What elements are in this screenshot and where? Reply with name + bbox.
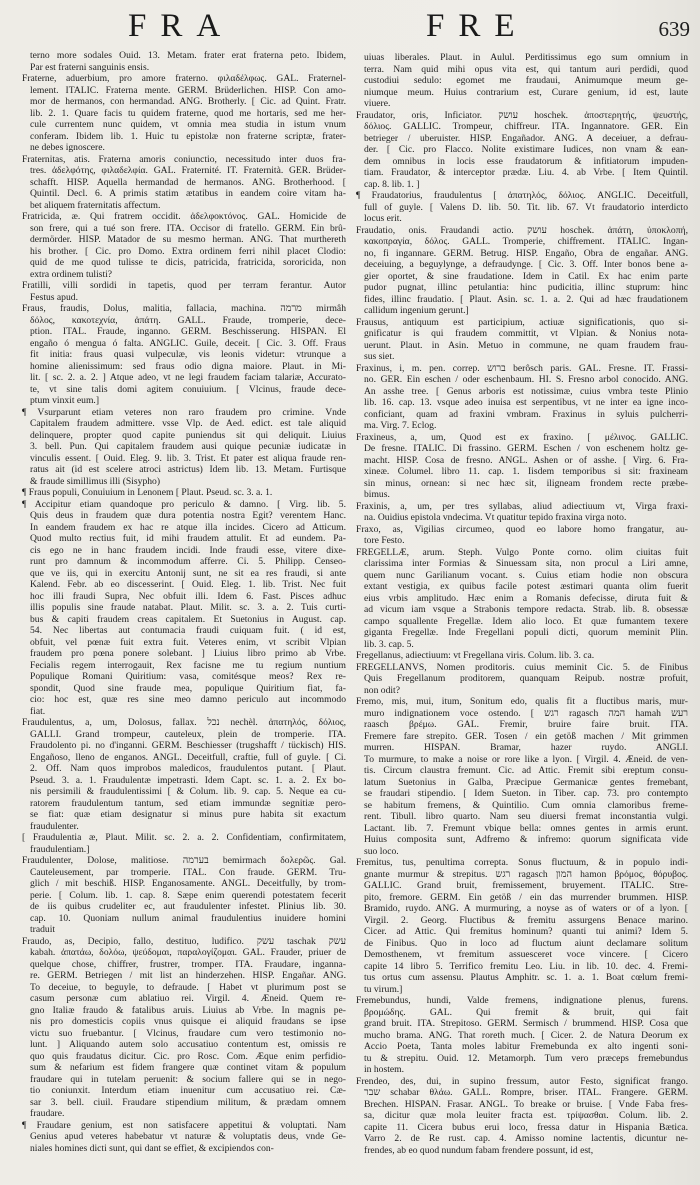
text-line: quelque chose, chiffrer, frustrer, tromper. ITA. Fraudare, inganna-: [30, 958, 346, 970]
text-line: Fraudator, oris, Inficiator. עושק hoschek. ἀποστερητής, ψευστής,: [356, 109, 688, 121]
text-line: ¶ Fraus populi, Conuiuium in Lenonem [ Plaut. Pseud. sc. 3. a. 1.: [22, 487, 273, 498]
text-line: sum & nefarium est fidem frangere quæ continet vitam & populum: [30, 1062, 346, 1073]
text-line: δόλιος. GALLIC. Trompeur, chiffreur. ITA. Ingannatore. GER. Ein: [364, 121, 688, 132]
text-line: δόλος, κακοτεχνία, ἀπάτη. GALL. Fraude, tromperie, dece-: [30, 314, 346, 326]
text-line: To murmure, to make a noise or rore like a lyon. [ Virgil. 4. Æneid. de ven-: [364, 753, 688, 765]
text-line: Fecialis regem interrogauit, Rex facisne me tu regium nuntium: [30, 659, 346, 671]
dictionary-entry: [22, 303, 346, 407]
text-line: ¶ Fraudatorius, fraudulentus [ ἀπατηλός, δόλιος. ANGLIC. Deceitfull,: [356, 190, 688, 201]
text-line: delinquere, propter quod capite puniendus sit qui deliquit. Liuius: [30, 429, 346, 441]
page-number: 639: [658, 17, 690, 41]
dictionary-entry: [356, 662, 688, 697]
dictionary-entry: [22, 499, 346, 718]
text-line: perie. [ Colum. lib. 1. cap. 8. Sæpe enim querendi potestatem fecerit: [30, 889, 346, 901]
text-line: Virgil. 2. Georg. Fluctibus & fremitu assurgens Benace marino.: [364, 914, 688, 926]
text-line: fraudare.: [30, 1108, 65, 1119]
text-line: capite 14 libro 5. Terrifico fremitu Leo. Liu. in lib. 10. dec. 4. Fremi-: [364, 960, 688, 972]
dictionary-entry: [22, 407, 346, 488]
text-line: re. GERM. Betriegen / mit list an hinderzehen. HISP. Engañar. ANG.: [30, 970, 346, 981]
text-line: uerunt. Plaut. in Asin. Metuo in commune, ne quam fraudem frau-: [364, 339, 688, 351]
text-line: dem omnibus in locis esse fraudatorum & infitiatorum impuden-: [364, 155, 688, 167]
text-line: Fraudulentus, a, um, Dolosus, fallax. נכל nechèl. ἀπατηλός, δόλιος,: [22, 717, 346, 728]
text-line: se fraudari stipendio. [ Idem Sueton. in Tiber. cap. 73. pro contempto: [364, 788, 688, 799]
text-line: tore Festo.: [364, 535, 405, 546]
text-line: de Finibus. Quo in loco ad fluctum aiunt declamare solitum: [364, 937, 688, 949]
dictionary-entry: [356, 1076, 688, 1157]
text-line: ratus ait (id est scelere atroci astrictus) Idem lib. 13. Metam. Furtisque: [30, 464, 346, 475]
running-head-right: FRE: [426, 8, 529, 44]
text-line: Par est fraterni sanguinis ensis.: [30, 61, 150, 73]
text-line: ptum vinxit eum.]: [30, 395, 100, 406]
running-head-left: FRA: [128, 8, 235, 44]
dictionary-entry: [22, 73, 346, 154]
text-line: non odit?: [364, 684, 400, 696]
dictionary-entry: [22, 280, 346, 303]
text-line: tus ortus cum assensu. Plautus Amphitr. sc. 1. a. 1. Boat cœlum fremi-: [364, 972, 688, 983]
text-line: Fraxinis, a, um, per tres syllabas, aliud adiectiuum vt, Virga fraxi-: [356, 500, 688, 512]
text-line: Fraudolento pi. no d'inganni. GERM. Beschiesser (trugshafft / tückisch) HIS.: [30, 740, 346, 751]
text-line: κακοπραγία, δόλος. GALL. Tromperie, chiffrement. ITALIC. Ingan-: [364, 236, 688, 247]
text-line: Frausus, antiquum est participium, actiuæ significationis, quo si-: [356, 316, 688, 328]
text-line: cap. 8. lib. 1. ]: [364, 178, 420, 190]
text-line: Populique Romani Quiritium: vasa, comitésque meos? Rex re-: [30, 671, 346, 682]
dictionary-entry: [356, 995, 688, 1076]
text-line: Fraus, fraudis, Dolus, malitia, fallacia, machina. מרמה mirmâh: [22, 303, 346, 314]
text-line: raasch βρέμω. GAL. Fremir, bruire faire bruit. ITA.: [364, 719, 688, 730]
text-line: lit. [ sc. 2. a. 2. ] Atque adeo, vt ne legi fraudem faciam talariæ, Accurato-: [30, 372, 346, 383]
text-line: son frere, qui a tué son frere. ITA. Occisor di fratello. GERM. Ein brû-: [30, 222, 346, 234]
text-line: kabah. ἀπατάω, δολόω, ψεύδομαι, παραλογίζομαι. GAL. Frauder, priuer de: [30, 947, 346, 958]
text-line: [ Fraudulentia æ, Plaut. Milit. sc. 2. a. 2. Confidentiam, confirmitatem,: [22, 832, 346, 843]
text-line: Huius composita sunt, Adfremo & infremo: quorum significata vide: [364, 834, 688, 845]
text-line: schafft. HISP. Aquella hermandad de hermanos. ANG. Brotherhood. [: [30, 176, 346, 188]
text-line: Fraternitas, atis. Fraterna amoris coniunctio, necessitudo inter duos fra-: [22, 153, 346, 165]
text-line: custodiui sedulo: egomet me fraudaui, Animumque meum ge-: [364, 75, 688, 86]
text-line: 3. bell. Pun. Qui capitalem fraudem ausi quique pecuniæ iudicatæ in: [30, 441, 346, 452]
dictionary-entry: [356, 110, 688, 191]
text-line: Quis deus in fraudem quæ dura potentia nostra Egit? verentem Hanc.: [30, 510, 346, 521]
text-line: FREGELLÆ, arum. Steph. Vulgo Ponte corno. olim ciuitas fuit: [356, 546, 688, 558]
text-line: tio coniunxit. Interdum etiam inuenitur cum accusatiuo rei. Cæ-: [30, 1085, 346, 1096]
text-line: no. GER. Ein eschen / oder eschenbaum. HI. S. Fresno arbol conocido. ANG.: [364, 374, 688, 385]
text-line: fraudulentiam.]: [30, 843, 90, 855]
dictionary-entry: [22, 832, 346, 855]
text-line: cis ego ne in hanc fraudem incidi. Inde fraudi esse, vitere dixe-: [30, 544, 346, 556]
text-line: gier oportet, & sine fraudatione. Idem in Catil. Ex hac enim parte: [364, 270, 688, 282]
text-line: uiuas liberales. Plaut. in Aulul. Perditissimus ego sum omnium in: [364, 52, 688, 63]
text-line: 54. Nec libertas aut contumacia fraudi cuiquam fuit. ( id est,: [30, 625, 346, 636]
text-line: fraudem pro pœna ponere solebant. ] Liuius libro primo ab Vrbe.: [30, 648, 346, 659]
text-line: grand bruit. ITA. Strepitoso. GERM. Sermisch / brummend. HISP. Cosa que: [364, 1018, 688, 1029]
text-line: In eandem fraudem ex hac re atque illa incides. Cicero ad Atticum.: [30, 521, 346, 533]
text-line: capite 11. Cicera bubus erui loco, fressa datur in Hispania Bætica.: [364, 1121, 688, 1133]
text-line: homine alienissimum: sed fraus odio digna maiore. Plaut. in Mi-: [30, 360, 346, 372]
dictionary-entry: [22, 487, 346, 499]
text-line: bet aliquem fraternitatis affectum.: [30, 199, 161, 211]
text-line: gnante murmur & strepitus. רגש ragasch המון hamon βρόμος, θόρυβος.: [364, 868, 688, 880]
text-line: Quintil. Decl. 6. A primis statim ætatibus in eandem coire vitam ha-: [30, 188, 346, 199]
dictionary-entry: [356, 696, 688, 857]
text-line: hoc illi fraudi Supra, Nec obfuit illi. Idem 6. Fast. Pisces adhuc: [30, 590, 346, 602]
text-line: pudor pugnat, illinc petulantia: hinc pudicitia, illinc stuprum: hinc: [364, 282, 688, 293]
text-line: quem nunc Garilianum vocant. s. Cuius etiam hodie non obscura: [364, 569, 688, 581]
text-line: runt pro damnum & incommodum afferre. Ci. 5. Philipp. Censeo-: [30, 556, 346, 567]
text-line: extra ordinem tulisti?: [30, 268, 113, 280]
text-line: campo squallente Fregellæ. Idem alio loco. Et quæ fumantem texere: [364, 615, 688, 627]
dictionary-entry: [22, 855, 346, 936]
text-line: FREGELLANVS, Nomen proditoris. cuius meminit Cic. 5. de Finibus: [356, 661, 688, 673]
text-line: pito, fremore. GERM. Ein getöß / ein das murrender brummen. HISP.: [364, 891, 688, 903]
text-line: Fratricida, æ. Qui fratrem occidit. ἀδελφοκτόνος. GAL. Homicide de: [22, 211, 346, 222]
text-line: vinculis essent. [ Ouid. Eleg. 9. lib. 3. Trist. Et pater est aliqua fraude ren-: [30, 452, 346, 464]
dictionary-entry: [22, 936, 346, 1120]
text-line: giganta Fregellæ. Inde Fregellani populi dicti, quorum meminit Plin.: [364, 627, 688, 638]
text-line: lement. ITALIC. Fraterna mente. GERM. Brüderlichen. HISP. Con amo-: [30, 84, 346, 96]
text-line: ¶ Vsurparunt etiam veteres non raro fraudem pro crimine. Vnde: [22, 406, 346, 418]
text-line: his brother. [ Cic. pro Domo. Extra ordinem ferri nihil placet Clodio:: [30, 245, 346, 257]
dictionary-entry: [22, 50, 346, 73]
text-line: Brechen. HISPAN. Frasar. ANGL. To breake or bruise. [ Vnde Faba fres-: [364, 1098, 688, 1110]
text-line: mor de hermanos, con hermandad. ANG. Brotherly. [ Cic. ad Quint. Fratr.: [30, 96, 346, 107]
text-line: Cauteleusement, par tromperie. ITAL. Con fraude. GERM. Tru-: [30, 866, 346, 878]
text-line: ¶ Accipitur etiam quandoque pro periculo & damno. [ Virg. lib. 5.: [22, 498, 346, 510]
dictionary-entry: [356, 524, 688, 547]
dictionary-entry: [356, 317, 688, 363]
text-line: gno Italiæ fraudo & fatalibus aruis. Liuius ab Vrbe. In magnis pe-: [30, 1004, 346, 1016]
text-line: Engañoso, lleno de enganos. ANGL. Deceitfull, craftie, full of guyle. [ Ci.: [30, 751, 346, 763]
text-line: engaño ó mengua ó falta. ANGLIC. Guile, deceit. [ Cic. 3. Off. Fraus: [30, 337, 346, 349]
dictionary-entry: [356, 190, 688, 225]
text-line: Fraterne, aduerbium, pro amore fraterno. φιλαδέλφως. GAL. Fraternel-: [22, 73, 346, 84]
text-line: Fraxineus, a, um, Quod est ex fraxino. [ μέλινος. GALLIC.: [356, 431, 688, 443]
text-line: quo quis fraudatus dicitur. Cic. pro Rosc. Com. Æque enim perfidio-: [30, 1050, 346, 1062]
text-line: fit initia: fraus quasi vulpeculæ, vis leonis videtur: vtrunque a: [30, 349, 346, 360]
text-line: ne debes ignoscere.: [30, 142, 105, 153]
text-line: Frendeo, des, dui, in supino fressum, autor Festo, significat frango.: [356, 1075, 688, 1087]
text-line: victu suo fruebantur. [ Vlcinus, fraudare cum vero testimonio no-: [30, 1027, 346, 1039]
dictionary-entry: [356, 225, 688, 317]
dictionary-entry: [356, 650, 688, 662]
text-line: Fraudatio, onis. Fraudandi actio. עושק hoschek. ἀπάτη, ὑποκλοπή,: [356, 224, 688, 236]
text-line: βρομώδης. GAL. Qui fremit & bruit, qui fait: [364, 1006, 688, 1018]
text-line: Demosthenem, vt fremitum assuesceret voce vincere. [ Cicero: [364, 949, 688, 960]
text-line: extant vestigia, ex quibus facile potest æstimari quanta olim fuerit: [364, 581, 688, 592]
text-line: suo loco.: [364, 845, 399, 857]
text-line: 2. Off. Nam quos improbos maledicos, fraudulentos putant. [ Plaut.: [30, 763, 346, 774]
text-line: se habitum fremens, & Quintilio. Cum omnia clamoribus freme-: [364, 799, 688, 811]
text-line: & fraude simillimus illi (Sisypho): [30, 475, 161, 487]
dictionary-entry: [356, 857, 688, 995]
text-line: Festus apud.: [30, 291, 78, 303]
text-line: lib. 3. cap. 5.: [364, 638, 414, 650]
text-line: Pseud. 3. a. 1. Fraudulentæ impetrasti. Idem Capt. sc. 1. a. 2. Ex bo-: [30, 774, 346, 786]
text-line: casum personæ cum ablatiuo rei. Virgil. 4. Æneid. Quem re-: [30, 993, 346, 1004]
text-line: שבר schabar θλάω. GALL. Rompre, briser. ITAL. Frangere. GERM.: [364, 1087, 688, 1098]
text-line: bimus.: [364, 489, 390, 500]
text-line: frendes, ab eo quod nundum fabam frendere possunt, id est,: [364, 1144, 594, 1156]
text-line: xineæ. Columel. libro 11. cap. 1. Iisdem temporibus si sit: fraxineam: [364, 466, 688, 477]
text-line: niales homines dicti sunt, qui dant se effiet, & excipiendos con-: [30, 1142, 274, 1154]
text-line: callidum ingenium gerunt.]: [364, 305, 469, 316]
text-line: latum Suetonius in Galba, Præcipue Germanicæ gentes fremebant,: [364, 776, 688, 788]
text-line: GALLIC. Grand bruit, fremissement, bruyement. ITALIC. Stre-: [364, 880, 688, 891]
text-line: obfuit, vel pœnæ fuit extra fuit. Veteres enim, vt scribit Vlpian: [30, 636, 346, 648]
text-line: conficiant, quam ad fraxini vmbram. Fraxinus in syluis pulcherri-: [364, 408, 688, 420]
text-line: sar 3. bell. ciuil. Fraudare stipendium militum, & prædam omnem: [30, 1096, 346, 1108]
left-column: [22, 50, 346, 1154]
text-line: viuere.: [364, 98, 391, 109]
text-line: terno more sodales Ouid. 13. Metam. frater erat fraterna peto. Ibidem,: [30, 50, 346, 61]
text-line: deceiuing, a beguylynge, a defraudynge. [ Cic. 3. Off. Inter bonos bene a-: [364, 259, 688, 270]
text-line: lunt. ] Aliquando autem solo accusatiuo contentum est, omissis re: [30, 1039, 346, 1050]
text-line: lib. 16. cap. 13. vsque adeo inuisa est serpentibus, vt ne inter ea igne inco-: [364, 397, 688, 408]
text-line: betrieger / uberuister. HISP. Engañador. ANG. A deceiuer, a defrau-: [364, 132, 688, 144]
text-line: tu virum.]: [364, 983, 403, 995]
text-line: te, vt sine talis domi agitem conuiuium. [ Vlcinus, fraude dece-: [30, 383, 346, 395]
text-line: Fregellanus, adiectiuum: vt Fregellana viris. Colum. lib. 3. ca.: [356, 650, 595, 661]
text-line: fiat.: [30, 705, 46, 717]
text-line: illis populis sine fraude natabat. Plaut. Milit. sc. 3. a. 2. Tuis curti-: [30, 602, 346, 613]
text-line: Fremebundus, hundi, Valde fremens, indignatione plenus, furens.: [356, 995, 688, 1006]
text-line: traduit: [30, 924, 56, 935]
text-line: ption. ITAL. Fraude, inganno. GERM. Beschisserung. HISPAN. El: [30, 326, 346, 337]
text-line: macht. HISP. Cosa de fresno. ANGL. Ashen or of asshe. [ Virg. 6. Fra-: [364, 454, 688, 466]
text-line: ad vicum iam vsque a Strabonis tempore redacta. Strab. lib. 8. obsessæ: [364, 604, 688, 615]
right-column: [356, 52, 688, 1156]
text-line: Kalend. Febr. ab eo discesserint. [ Ouid. Eleg. 1. lib. Trist. Nec fuit: [30, 579, 346, 590]
text-line: Fraxinus, i, m. pen. correp. ברוש berôsch paris. GAL. Fresne. IT. Frassi-: [356, 362, 688, 374]
text-line: cule currentem nunc quidem, vt omnia mea studia in istum vnum: [30, 119, 346, 130]
text-line: rent. Tibull. libro quarto. Nam seu diuersi fremat inconstantia vulgi.: [364, 811, 688, 822]
text-line: no, fi ingannare. GERM. Betrug. HISP. Engaño, Obra de engañar. ANG.: [364, 247, 688, 259]
text-line: de iis quibus crudeliter ec, aut fraudulenter infestet. Plinius lib. 30.: [30, 901, 346, 912]
text-line: se fiat: quæ etiam designatur si minus pure habita sit exactum: [30, 809, 346, 820]
dictionary-entry: [356, 363, 688, 432]
dictionary-entry: [356, 432, 688, 501]
text-line: clarissima inter Formias & Sinuessam sita, non procul a Liri amne,: [364, 558, 688, 569]
text-line: tis. Circum claustra fremunt. Cic. ad Attic. Fremit sibi ereptum consu-: [364, 765, 688, 776]
text-line: Fratilli, villi sordidi in tapetis, quod per terram ferantur. Autor: [22, 280, 346, 291]
text-line: Capitalem fraudem admittere. vsse Vlp. de Aed. edict. est tale aliquid: [30, 418, 346, 429]
text-line: que ve iis, qui in exercitu Antonij sunt, ne sit ea res fraudi, si ante: [30, 567, 346, 579]
text-line: Quis Fregellanum proditorem, quanquam Reipub. nostræ profuit,: [364, 673, 688, 684]
text-line: spondit, Quod sine fraude mea, populique Quiritium fiat, fa-: [30, 682, 346, 694]
text-line: mucho brama. ANG. That roreth much. [ Cicer. 2. de Natura Deorum ex: [364, 1029, 688, 1041]
dictionary-entry: [356, 52, 688, 110]
text-line: full of guyle. [ Valens D. lib. 50. Tit. lib. 67. Vt fraudatorio interdicto: [364, 201, 688, 213]
text-line: De fresne. ITALIC. Di frassino. GERM. Eschen / von eschenem holtz ge-: [364, 443, 688, 454]
text-line: Cicer. ad Attic. Qui fremitus hominum? quanti tui animi? Idem 5.: [364, 926, 688, 937]
text-line: ¶ Fraudare genium, est non satisfacere appetitui & voluptati. Nam: [22, 1119, 346, 1131]
text-line: eius vrbis amplitudo. Hæc enim a Romanis defecisse, diruta fuit &: [364, 592, 688, 604]
text-line: conferam. Ibidem lib. 1. Huic tu epistolæ non fraterne scriptæ, frater-: [30, 130, 346, 142]
text-line: lib. 2. 1. Quare facis tu quidem fraterne, quod me hortaris, sed me her-: [30, 107, 346, 119]
text-line: gnificatur is qui fraudem committit, vt Vlpian. & Nonius nota-: [364, 328, 688, 339]
text-line: Fremere fare strepito. GER. Tosen / ein getöß machen / Mit grimmen: [364, 730, 688, 742]
dictionary-entry: [22, 211, 346, 280]
text-line: tres. ἀδελφότης, φιλαδελφία. GAL. Fraternité. IT. Fraternità. GER. Brüder-: [30, 165, 346, 176]
text-line: Bramido, ruydo. ANG. A murmuring, a noyse as of waters or of a lyon. [: [364, 903, 688, 914]
text-line: der. [ Cic. pro Flacco. Nolite existimare Iudices, non vnam & ean-: [364, 144, 688, 155]
text-line: cap. 10. Quoniam nullum animal fraudulentius inuidere homini: [30, 912, 346, 924]
text-line: tu & strepitu. Ouid. 12. Metamorph. Tum vero præceps fremebundus: [364, 1052, 688, 1064]
text-line: nis persimili & fraudulentissimi [ & Colum. lib. 9. cap. 5. Neque ea cu-: [30, 786, 346, 797]
text-line: quid de me quod tulisse te dicis, patricida, fratricida, sororicida, non: [30, 257, 346, 268]
dictionary-entry: [22, 717, 346, 832]
text-line: ma. Virg. 7. Eclog.: [364, 420, 437, 431]
text-line: dermörder. HISP. Matador de su mesmo herman. ANG. That murthereth: [30, 234, 346, 245]
text-line: ratorem fraudulentum tantum, sed etiam immundæ segnitiæ pero-: [30, 797, 346, 809]
text-line: bus & capiti fraudem creas capitalem. Et Suetonius in August. cap.: [30, 613, 346, 625]
text-line: in hostem.: [364, 1064, 404, 1075]
text-line: An asshe tree. [ Genus arboris est notissimæ, cuius vmbra teste Plinio: [364, 385, 688, 397]
text-line: Genius apud veteres habebatur vt naturæ & voluptatis deus, vnde Ge-: [30, 1131, 346, 1142]
text-line: Fraxo, as, Vigilias circumeo, quod eo labore homo frangatur, au-: [356, 523, 688, 535]
text-line: sus siet.: [364, 351, 395, 362]
text-line: fraudare qui in tutelam peruenit: & socium fallere qui se in nego-: [30, 1073, 346, 1085]
text-line: muro indignationem voce ostendo. [ רגש ragasch המה hamah רעש: [364, 707, 688, 719]
dictionary-entry: [22, 1120, 346, 1155]
text-line: Lactant. lib. 7. Fremunt vbique bella: omnes gentes in armis erunt.: [364, 822, 688, 834]
text-line: Accio Poeta, Tanta moles labitur Fremebunda ex alto ingenti soni-: [364, 1041, 688, 1052]
text-line: GALLI. Grand trompeur, cauteleux, plein de tromperie. ITA.: [30, 728, 346, 740]
text-line: Quod multo rectius fuit, id mihi fraudem attulit. Et ad eundem. Pa-: [30, 533, 346, 544]
text-line: nis pro domesticis copiis vnus quisque ei aliquid fraudans se ipse: [30, 1016, 346, 1027]
dictionary-entry: [22, 154, 346, 212]
text-line: fraudulenter.: [30, 820, 79, 832]
text-line: Fremitus, tus, penultima correpta. Sonus fluctuum, & in populo indi-: [356, 857, 688, 868]
text-line: cio: hoc est, quæ res sine meo damno periculo aut incommodo: [30, 694, 346, 705]
text-line: tiam. Fraudator, & interceptor prædæ. Liu. 4. ab Vrbe. [ Item Quintil.: [364, 167, 688, 178]
text-line: murren. HISPAN. Bramar, hazer ruydo. ANGLI.: [364, 742, 688, 753]
dictionary-entry: [356, 547, 688, 651]
text-line: niumque meum. Huius contrarium est, Curare genium, id est, laute: [364, 86, 688, 98]
text-line: terra. Nam quid mihi opus vita est, qui tantum auri perdidi, quod: [364, 63, 688, 75]
text-line: sin minus, ornean: si nec hæc sit, iligneam frondem recte præbe-: [364, 477, 688, 489]
text-line: sa, dicitur quæ mola leuiter fracta est. τρίψασθαι. Colum. lib. 2.: [364, 1110, 688, 1121]
text-line: Varro 2. de Re rust. cap. 4. Amisso nomine lactentis, dicuntur ne-: [364, 1133, 688, 1144]
text-line: na. Ouidius epistola vndecima. Vt quatitur tepido fraxina virga noto.: [364, 512, 627, 523]
text-line: Fraudo, as, Decipio, fallo, destituo, ludifico. עשק taschak עשק: [22, 935, 346, 947]
dictionary-entry: [356, 501, 688, 524]
text-line: Fraudulenter, Dolose, malitiose. בערמה bemirmach δολερῶς. Gal.: [22, 855, 346, 866]
text-line: Fremo, mis, mui, itum, Sonitum edo, qualis fit a fluctibus maris, mur-: [356, 696, 688, 707]
text-line: To deceiue, to beguyle, to defraude. [ Habet vt plurimum post se: [30, 981, 346, 993]
text-line: locus erit.: [364, 213, 402, 224]
text-line: fides, illinc fraudatio. [ Plaut. Asin. sc. 1. a. 2. Qui ad hæc fraudationem: [364, 293, 688, 305]
text-line: glich / mit beschiß. HISP. Enganosamente. ANGL. Deceitfully, by trom-: [30, 878, 346, 889]
